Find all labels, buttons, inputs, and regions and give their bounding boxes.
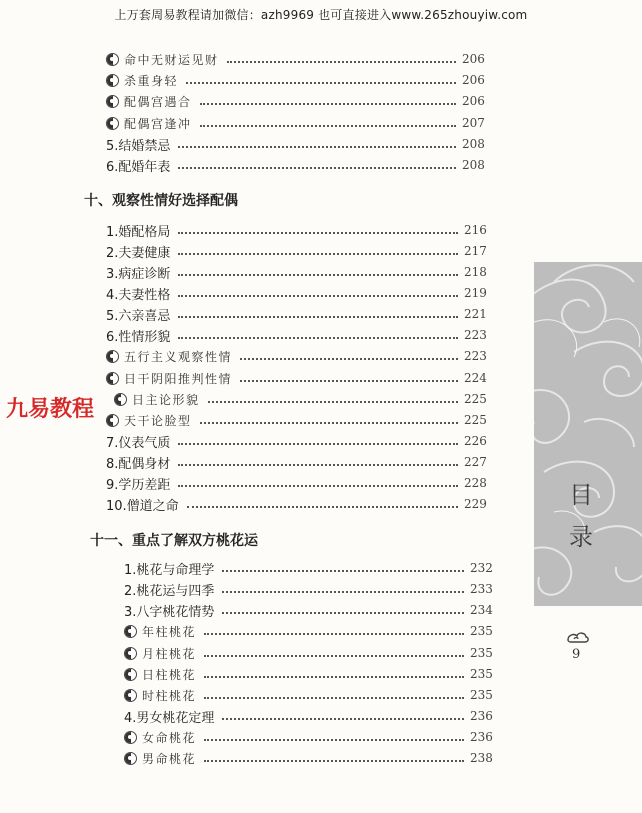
toc-entry[interactable] xyxy=(124,600,492,620)
toc-entry[interactable] xyxy=(124,727,492,747)
toc-entry-page: 225 xyxy=(464,392,487,406)
toc-entry[interactable] xyxy=(106,346,486,366)
toc-entry[interactable] xyxy=(124,643,492,663)
toc-entry[interactable] xyxy=(106,410,486,430)
yin-yang-bullet-icon xyxy=(106,95,119,108)
toc-entry-page: 216 xyxy=(464,223,487,237)
dot-leader xyxy=(204,739,464,741)
toc-entry-label: 2.夫妻健康 xyxy=(106,245,171,261)
dot-leader xyxy=(204,760,464,762)
dot-leader xyxy=(200,422,458,424)
dot-leader xyxy=(222,718,464,720)
toc-entry[interactable] xyxy=(124,579,492,599)
toc-entry-page: 236 xyxy=(470,709,493,723)
dot-leader xyxy=(208,401,458,403)
toc-entry-page: 219 xyxy=(464,286,487,300)
toc-entry[interactable] xyxy=(106,241,486,261)
toc-entry-label: 2.桃花运与四季 xyxy=(124,583,215,599)
toc-entry[interactable] xyxy=(124,706,492,726)
toc-entry-page: 238 xyxy=(470,751,493,765)
toc-entry-page: 206 xyxy=(462,52,485,66)
dot-leader xyxy=(178,337,458,339)
toc-entry[interactable] xyxy=(106,91,484,111)
yin-yang-bullet-icon xyxy=(106,53,119,66)
brand-stamp: 九易教程 xyxy=(6,397,95,422)
dot-leader xyxy=(178,464,458,466)
toc-entry-label: 月柱桃花 xyxy=(142,646,197,661)
dot-leader xyxy=(178,274,458,276)
toc-entry-label: 时柱桃花 xyxy=(142,688,197,703)
toc-entry[interactable] xyxy=(114,389,486,409)
dot-leader xyxy=(204,633,464,635)
watermark-banner: 上万套周易教程请加微信：azh9969 也可直接进入www.265zhouyiw.com xyxy=(114,8,528,22)
toc-entry-label: 配偶宫遇合 xyxy=(124,94,192,109)
side-cloud-panel xyxy=(534,262,642,606)
toc-entry-label: 5.六亲喜忌 xyxy=(106,308,171,324)
toc-entry-label: 杀重身轻 xyxy=(124,73,179,88)
toc-entry[interactable] xyxy=(106,494,486,514)
side-title-char: 目 xyxy=(569,481,593,509)
toc-entry-label: 日柱桃花 xyxy=(142,667,197,682)
toc-entry[interactable] xyxy=(124,664,492,684)
toc-entry-page: 229 xyxy=(464,497,487,511)
toc-entry-page: 235 xyxy=(470,624,493,638)
dot-leader xyxy=(227,61,456,63)
toc-entry[interactable] xyxy=(124,558,492,578)
yin-yang-bullet-icon xyxy=(124,731,137,744)
toc-entry-label: 配偶宫逢冲 xyxy=(124,116,192,131)
yin-yang-bullet-icon xyxy=(124,668,137,681)
dot-leader xyxy=(178,316,458,318)
dot-leader xyxy=(178,485,458,487)
toc-entry-page: 235 xyxy=(470,688,493,702)
toc-entry-label: 3.病症诊断 xyxy=(106,266,171,282)
toc-entry-label: 命中无财运见财 xyxy=(124,52,219,67)
toc-entry-page: 218 xyxy=(464,265,487,279)
yin-yang-bullet-icon xyxy=(124,752,137,765)
toc-entry-page: 226 xyxy=(464,434,487,448)
toc-entry-page: 208 xyxy=(462,137,485,151)
toc-entry-page: 206 xyxy=(462,94,485,108)
toc-entry-page: 217 xyxy=(464,244,487,258)
toc-entry-page: 235 xyxy=(470,646,493,660)
dot-leader xyxy=(240,358,458,360)
toc-entry[interactable] xyxy=(124,748,492,768)
yin-yang-bullet-icon xyxy=(106,74,119,87)
yin-yang-bullet-icon xyxy=(124,647,137,660)
dot-leader xyxy=(222,591,464,593)
toc-entry[interactable] xyxy=(124,685,492,705)
toc-entry-label: 3.八字桃花情势 xyxy=(124,604,215,620)
dot-leader xyxy=(178,167,456,169)
dot-leader xyxy=(178,295,458,297)
toc-entry[interactable] xyxy=(106,220,486,240)
toc-entry-label: 6.配婚年表 xyxy=(106,159,171,175)
toc-entry-label: 女命桃花 xyxy=(142,730,197,745)
toc-entry-label: 1.桃花与命理学 xyxy=(124,562,215,578)
dot-leader xyxy=(240,380,458,382)
toc-entry-page: 223 xyxy=(464,328,487,342)
dot-leader xyxy=(178,443,458,445)
toc-entry-page: 235 xyxy=(470,667,493,681)
toc-entry-label: 男命桃花 xyxy=(142,751,197,766)
dot-leader xyxy=(187,506,458,508)
yin-yang-bullet-icon xyxy=(124,689,137,702)
toc-entry-label: 6.性情形貌 xyxy=(106,329,171,345)
dot-leader xyxy=(200,103,456,105)
section-heading: 十一、重点了解双方桃花运 xyxy=(90,533,258,549)
toc-entry[interactable] xyxy=(106,368,486,388)
toc-entry[interactable] xyxy=(106,49,484,69)
dot-leader xyxy=(204,697,464,699)
toc-entry[interactable] xyxy=(106,473,486,493)
dot-leader xyxy=(186,82,456,84)
toc-entry[interactable] xyxy=(106,155,484,175)
toc-entry-page: 236 xyxy=(470,730,493,744)
yin-yang-bullet-icon xyxy=(106,372,119,385)
toc-entry-page: 232 xyxy=(470,561,493,575)
toc-entry-label: 5.结婚禁忌 xyxy=(106,138,171,154)
toc-entry[interactable] xyxy=(124,621,492,641)
toc-entry-label: 9.学历差距 xyxy=(106,477,171,493)
toc-entry-page: 224 xyxy=(464,371,487,385)
dot-leader xyxy=(200,125,456,127)
page-number: 9 xyxy=(572,647,581,662)
side-title-char: 录 xyxy=(569,523,593,551)
yin-yang-bullet-icon xyxy=(114,393,127,406)
toc-entry-page: 207 xyxy=(462,116,485,130)
dot-leader xyxy=(204,655,464,657)
toc-entry-page: 223 xyxy=(464,349,487,363)
toc-entry-label: 4.夫妻性格 xyxy=(106,287,171,303)
yin-yang-bullet-icon xyxy=(106,414,119,427)
toc-entry[interactable] xyxy=(106,431,486,451)
toc-entry-label: 4.男女桃花定理 xyxy=(124,710,215,726)
toc-entry-page: 234 xyxy=(470,603,493,617)
yin-yang-bullet-icon xyxy=(106,350,119,363)
toc-entry-label: 五行主义观察性情 xyxy=(124,349,233,364)
section-heading: 十、观察性情好选择配偶 xyxy=(84,193,238,209)
toc-entry-label: 日干阴阳推判性情 xyxy=(124,371,233,386)
toc-entry-page: 206 xyxy=(462,73,485,87)
yin-yang-bullet-icon xyxy=(106,117,119,130)
dot-leader xyxy=(222,570,464,572)
toc-entry-page: 233 xyxy=(470,582,493,596)
yin-yang-bullet-icon xyxy=(124,625,137,638)
toc-entry[interactable] xyxy=(106,283,486,303)
toc-entry-label: 日主论形貌 xyxy=(132,392,200,407)
dot-leader xyxy=(178,253,458,255)
toc-entry-label: 8.配偶身材 xyxy=(106,456,171,472)
toc-entry-page: 221 xyxy=(464,307,487,321)
dot-leader xyxy=(204,676,464,678)
toc-entry-label: 1.婚配格局 xyxy=(106,224,171,240)
cloud-pattern-icon xyxy=(534,262,642,606)
toc-entry[interactable] xyxy=(106,325,486,345)
toc-entry-label: 天干论脸型 xyxy=(124,413,192,428)
toc-entry-page: 225 xyxy=(464,413,487,427)
dot-leader xyxy=(178,146,456,148)
toc-entry-page: 228 xyxy=(464,476,487,490)
toc-entry[interactable] xyxy=(106,113,484,133)
toc-entry[interactable] xyxy=(106,134,484,154)
toc-entry[interactable] xyxy=(106,304,486,324)
toc-entry-label: 年柱桃花 xyxy=(142,624,197,639)
toc-entry[interactable] xyxy=(106,452,486,472)
dot-leader xyxy=(178,232,458,234)
toc-entry-page: 208 xyxy=(462,158,485,172)
toc-entry-label: 10.僧道之命 xyxy=(106,498,179,514)
toc-entry-label: 7.仪表气质 xyxy=(106,435,171,451)
toc-entry[interactable] xyxy=(106,70,484,90)
dot-leader xyxy=(222,612,464,614)
cloud-ornament-icon xyxy=(566,629,590,645)
toc-entry[interactable] xyxy=(106,262,486,282)
toc-entry-page: 227 xyxy=(464,455,487,469)
